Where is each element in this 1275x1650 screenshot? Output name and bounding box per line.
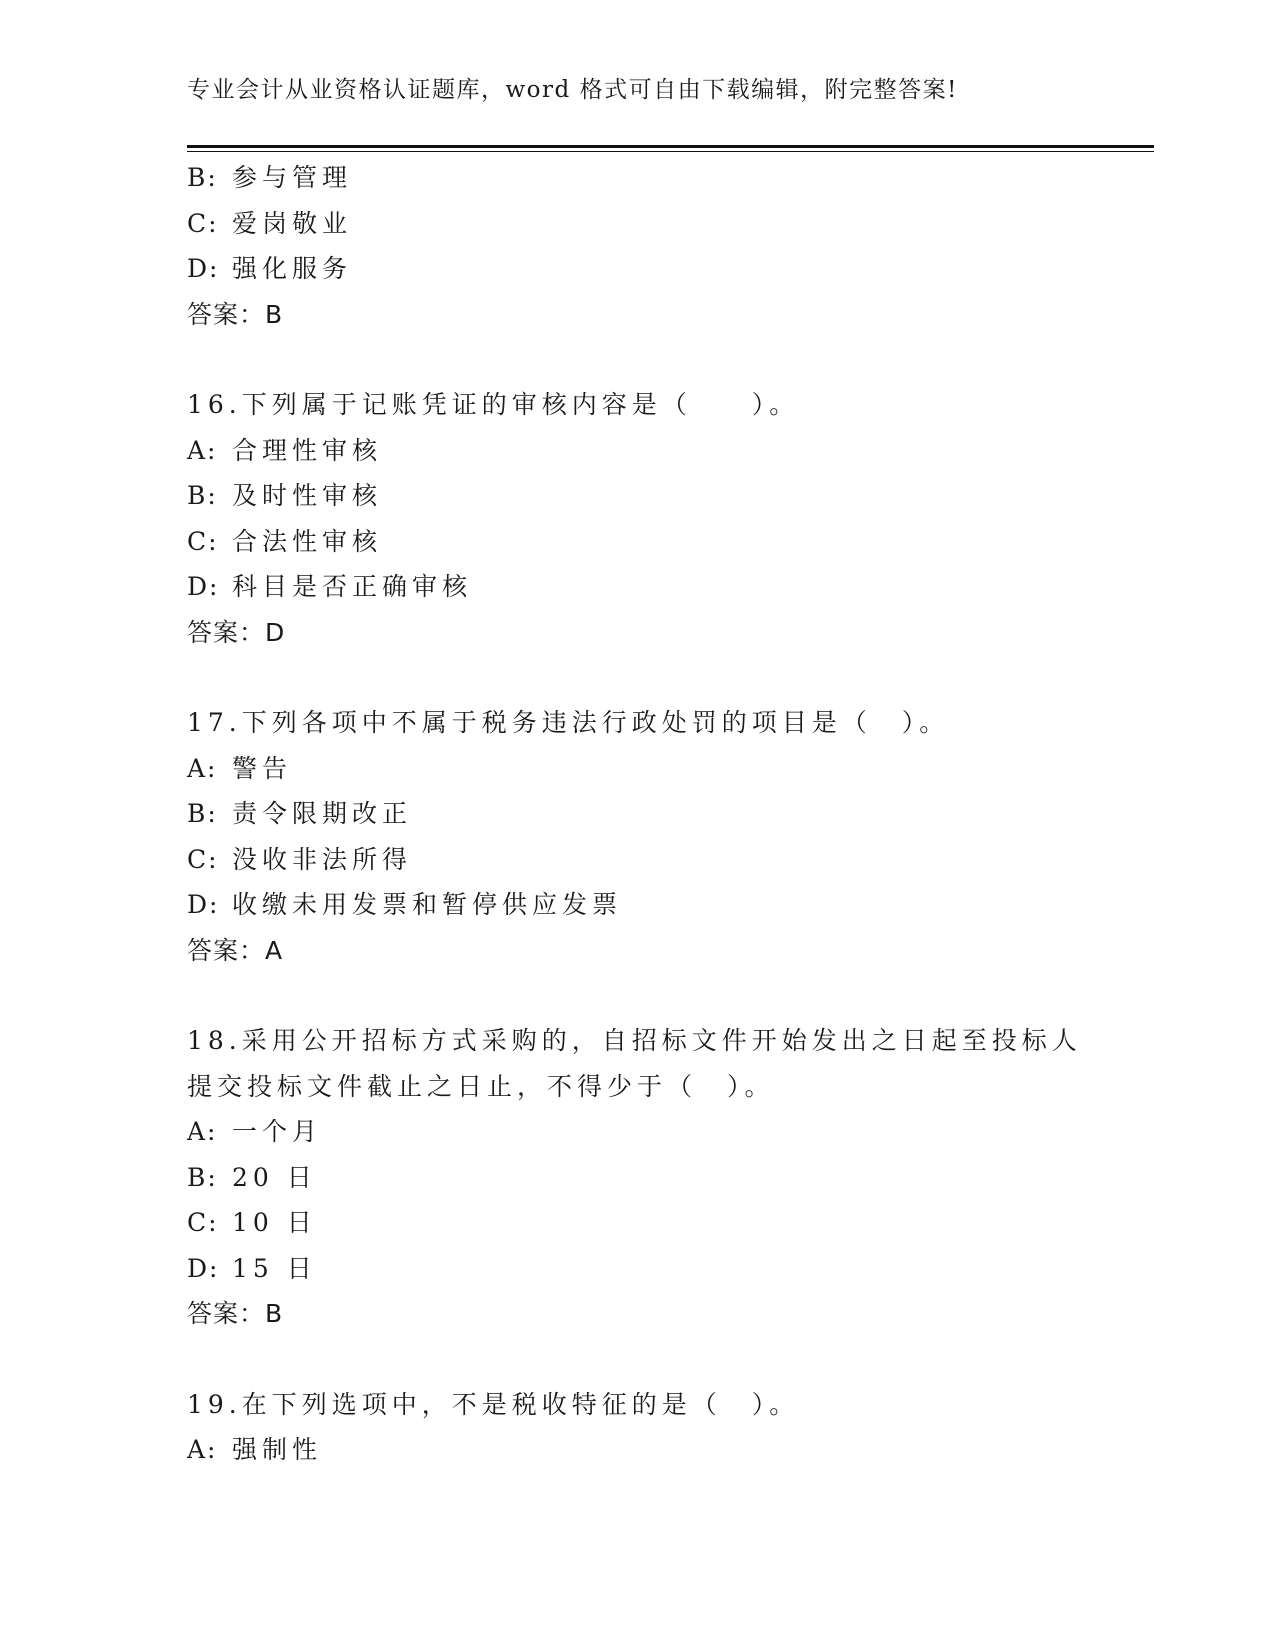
question-stem: 19.在下列选项中，不是税收特征的是（ ）。	[187, 1389, 800, 1419]
option-c	[187, 519, 1087, 565]
option-text: 及时性审核	[232, 481, 383, 510]
option-c	[187, 201, 1087, 247]
option-label: C:	[187, 844, 219, 874]
option-label: B:	[187, 163, 218, 192]
option-label: D:	[187, 254, 220, 283]
option-label: B:	[187, 799, 218, 828]
option-text: 科目是否正确审核	[232, 572, 473, 601]
option-d	[187, 246, 1087, 292]
option-label: A:	[187, 435, 218, 465]
option-c	[187, 837, 1087, 883]
question-stem: 16.下列属于记账凭证的审核内容是（ ）。	[187, 390, 800, 419]
spacer	[187, 337, 1087, 382]
option-text: 警告	[232, 753, 293, 783]
option-a	[187, 1427, 1087, 1473]
option-text: 收缴未用发票和暂停供应发票	[232, 890, 623, 919]
option-a	[187, 428, 1087, 474]
option-label: D:	[187, 1253, 220, 1283]
option-label: A:	[187, 1117, 218, 1146]
option-text: 15 日	[232, 1253, 317, 1283]
option-b	[187, 791, 1087, 837]
option-text: 合理性审核	[232, 435, 383, 465]
option-text: 没收非法所得	[232, 844, 413, 874]
option-text: 20 日	[232, 1162, 317, 1192]
question-content	[187, 155, 1087, 1473]
question-stem: 18.采用公开招标方式采购的，自招标文件开始发出之日起至投标人提交投标文件截止之日止，不得少于（ ）。	[187, 1026, 1082, 1101]
spacer	[187, 973, 1087, 1018]
option-text: 强化服务	[232, 254, 353, 283]
answer: 答案：A	[187, 935, 284, 965]
option-c	[187, 1200, 1087, 1246]
option-d	[187, 882, 1087, 928]
option-b	[187, 473, 1087, 519]
question-stem: 17.下列各项中不属于税务违法行政处罚的项目是（ ）。	[187, 708, 950, 737]
answer: 答案：B	[187, 1299, 284, 1328]
spacer	[187, 1337, 1087, 1382]
option-label: C:	[187, 1208, 219, 1237]
option-label: B:	[187, 1162, 218, 1192]
option-text: 强制性	[232, 1435, 323, 1464]
option-a	[187, 746, 1087, 792]
spacer	[187, 655, 1087, 700]
header-rule	[187, 145, 1154, 148]
option-d	[187, 1246, 1087, 1292]
option-label: B:	[187, 481, 218, 510]
option-text: 责令限期改正	[232, 799, 413, 828]
option-label: D:	[187, 890, 220, 919]
answer: 答案：D	[187, 617, 286, 647]
option-text: 一个月	[232, 1117, 323, 1146]
option-label: A:	[187, 1435, 218, 1464]
option-label: A:	[187, 753, 218, 783]
answer: 答案：B	[187, 299, 284, 329]
option-text: 10 日	[232, 1208, 317, 1237]
option-label: C:	[187, 208, 219, 238]
header-rule-thin	[187, 151, 1154, 152]
option-text: 爱岗敬业	[232, 208, 353, 238]
option-label: C:	[187, 526, 219, 556]
option-a	[187, 1109, 1087, 1155]
option-b	[187, 1155, 1087, 1201]
option-b	[187, 155, 1087, 201]
page-header: 专业会计从业资格认证题库，word 格式可自由下载编辑，附完整答案!	[187, 77, 958, 103]
option-text: 参与管理	[232, 163, 353, 192]
option-d	[187, 564, 1087, 610]
option-text: 合法性审核	[232, 526, 383, 556]
option-label: D:	[187, 572, 220, 601]
